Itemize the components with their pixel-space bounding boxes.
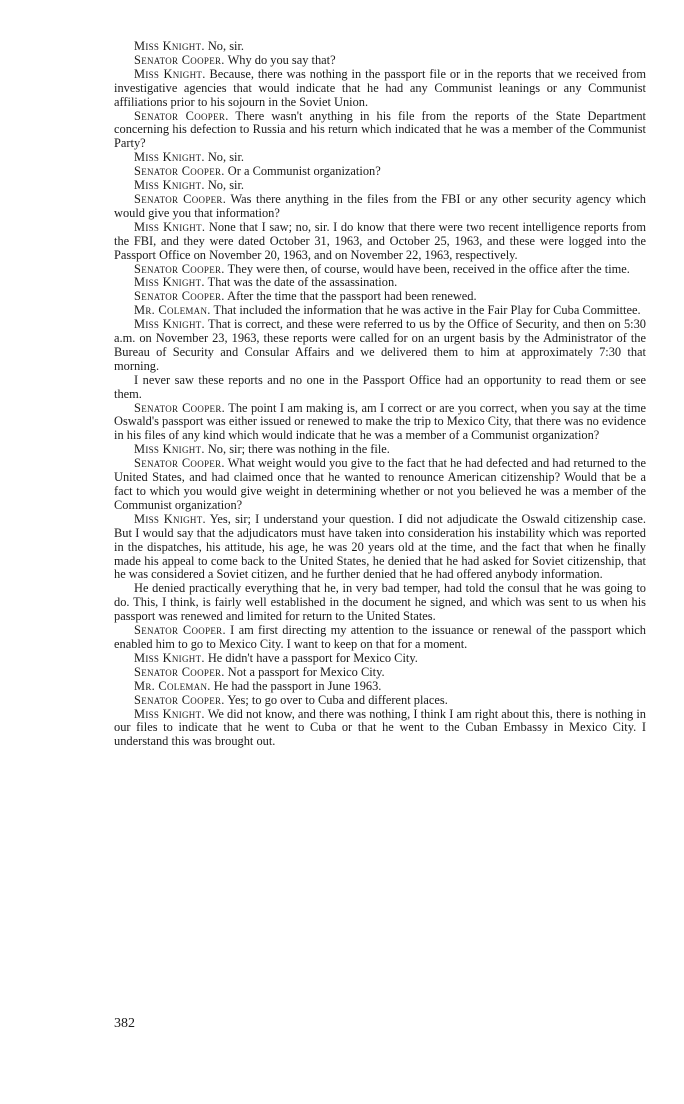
paragraph	[114, 263, 646, 277]
paragraph-text: Yes, sir; I understand your question. I did not adjudicate the Oswald citizenship case. But I would say that the adjudicators must have taken into consideration his instability which was reported in the dispatches, his attitude, his age, he was 20 years old at the time, and the fact that when he finally made his appeal to come back to the United States, he denied that he had asked for Soviet citizenship, that he was considered a Soviet citizen, and he further denied that he had offered anybody information.	[114, 511, 646, 582]
speaker-name: Senator Cooper.	[134, 261, 225, 276]
speaker-name: Senator Cooper.	[134, 191, 227, 206]
paragraph-text: They were then, of course, would have been, received in the office after the time.	[224, 261, 630, 276]
speaker-name: Senator Cooper.	[134, 623, 226, 638]
speaker-name: Miss Knight.	[134, 66, 206, 81]
paragraph-text: After the time that the passport had been renewed.	[224, 289, 477, 304]
paragraph-text: That is correct, and these were referred to us by the Office of Security, and then on 5:30 a.m. on November 23, 1963, these reports were called for on an urgent basis by the Administrator of the Bureau of Security and Consular Affairs and we delivered them to him at approximately 7:30 that morning.	[114, 317, 647, 373]
paragraph-text: Because, there was nothing in the passport file or in the reports that we received from investigative agencies that would indicate that he had any Communist leanings or any Communist affiliations prior to his sojourn in the Soviet Union.	[114, 66, 646, 109]
paragraph	[114, 624, 646, 652]
speaker-name: Senator Cooper.	[134, 52, 225, 67]
paragraph-text: He had the passport in June 1963.	[210, 678, 382, 693]
paragraph	[114, 374, 646, 402]
paragraph-text: Was there anything in the files from the FBI or any other security agency which would give you that information?	[114, 191, 646, 220]
paragraph	[114, 40, 646, 54]
paragraph-text: That included the information that he was active in the Fair Play for Cuba Committee.	[210, 303, 641, 318]
speaker-name: Mr. Coleman.	[134, 303, 211, 318]
speaker-name: Senator Cooper.	[134, 108, 229, 123]
speaker-name: Mr. Coleman.	[134, 678, 211, 693]
paragraph	[114, 179, 646, 193]
paragraph	[114, 402, 646, 444]
paragraph-text: What weight would you give to the fact that he had defected and had returned to the United States, and had claimed once that he wanted to renounce American citizenship? Would that be a fact to which you would give weight in determining whether or not you believed he was a member of the Communist organization?	[114, 456, 646, 512]
paragraph-text: I never saw these reports and no one in the Passport Office had an opportunity to read them or see them.	[114, 372, 646, 401]
paragraph-text: There wasn't anything in his file from the reports of the State Department concerning his defection to Russia and his return which indicated that he was a member of the Communist Party?	[114, 108, 646, 151]
speaker-name: Miss Knight.	[134, 39, 205, 53]
speaker-name: Senator Cooper.	[134, 456, 225, 471]
paragraph	[114, 652, 646, 666]
paragraph	[114, 457, 646, 513]
speaker-name: Senator Cooper.	[134, 400, 226, 415]
paragraph	[114, 694, 646, 708]
speaker-name: Miss Knight.	[134, 275, 205, 290]
paragraph	[114, 165, 646, 179]
speaker-name: Miss Knight.	[134, 442, 205, 457]
paragraph-text: That was the date of the assassination.	[204, 275, 398, 290]
speaker-name: Miss Knight.	[134, 219, 206, 234]
paragraph	[114, 304, 646, 318]
speaker-name: Miss Knight.	[134, 650, 205, 665]
paragraph	[114, 318, 646, 374]
paragraph-text: No, sir; there was nothing in the file.	[204, 442, 390, 457]
document-body	[114, 40, 646, 749]
page-number: 382	[114, 1016, 135, 1031]
paragraph	[114, 276, 646, 290]
speaker-name: Miss Knight.	[134, 178, 205, 193]
paragraph-text: He denied practically everything that he, in very bad temper, had told the consul that he was going to do. This, I think, is fairly well established in the document he signed, and which was sent to us when his passport was renewed and limited for return to the United States.	[114, 581, 646, 624]
paragraph-text: I am first directing my attention to the issuance or renewal of the passport which enabled him to go to Mexico City. I want to keep on that for a moment.	[114, 623, 646, 651]
paragraph	[114, 54, 646, 68]
paragraph-text: Yes; to go over to Cuba and different places.	[224, 692, 448, 707]
paragraph	[114, 110, 646, 152]
speaker-name: Senator Cooper.	[134, 164, 225, 179]
paragraph-text: No, sir.	[204, 39, 245, 53]
paragraph-text: No, sir.	[204, 150, 245, 165]
speaker-name: Miss Knight.	[134, 150, 205, 165]
paragraph	[114, 708, 646, 750]
speaker-name: Miss Knight.	[134, 706, 205, 721]
paragraph	[114, 443, 646, 457]
paragraph	[114, 680, 646, 694]
paragraph	[114, 290, 646, 304]
paragraph-text: No, sir.	[204, 178, 245, 193]
paragraph-text: Or a Communist organization?	[224, 164, 381, 179]
paragraph	[114, 193, 646, 221]
paragraph-text: We did not know, and there was nothing, I think I am right about this, there is nothing in our files to indicate that he went to Cuba or that he went to the Cuban Embassy in Mexico City. I understand this was brought out.	[114, 706, 646, 749]
paragraph	[114, 513, 646, 583]
paragraph	[114, 68, 646, 110]
paragraph	[114, 221, 646, 263]
speaker-name: Senator Cooper.	[134, 664, 225, 679]
paragraph-text: Not a passport for Mexico City.	[224, 664, 385, 679]
paragraph	[114, 582, 646, 624]
speaker-name: Miss Knight.	[134, 317, 205, 332]
paragraph	[114, 151, 646, 165]
paragraph-text: The point I am making is, am I correct or are you correct, when you say at the time Oswald's passport was either issued or renewed to make the trip to Mexico City, that there was no evidence in his files of any kind which would indicate that he was a member of a Communist organization?	[114, 400, 646, 443]
paragraph-text: He didn't have a passport for Mexico City.	[204, 650, 418, 665]
paragraph	[114, 666, 646, 680]
speaker-name: Senator Cooper.	[134, 289, 225, 304]
speaker-name: Senator Cooper.	[134, 692, 225, 707]
paragraph-text: Why do you say that?	[224, 52, 336, 67]
speaker-name: Miss Knight.	[134, 511, 206, 526]
paragraph-text: None that I saw; no, sir. I do know that there were two recent intelligence reports from the FBI, and they were dated October 31, 1963, and October 25, 1963, and these were logged into the Passport Office on November 20, 1963, and on November 22, 1963, respectively.	[114, 219, 646, 262]
